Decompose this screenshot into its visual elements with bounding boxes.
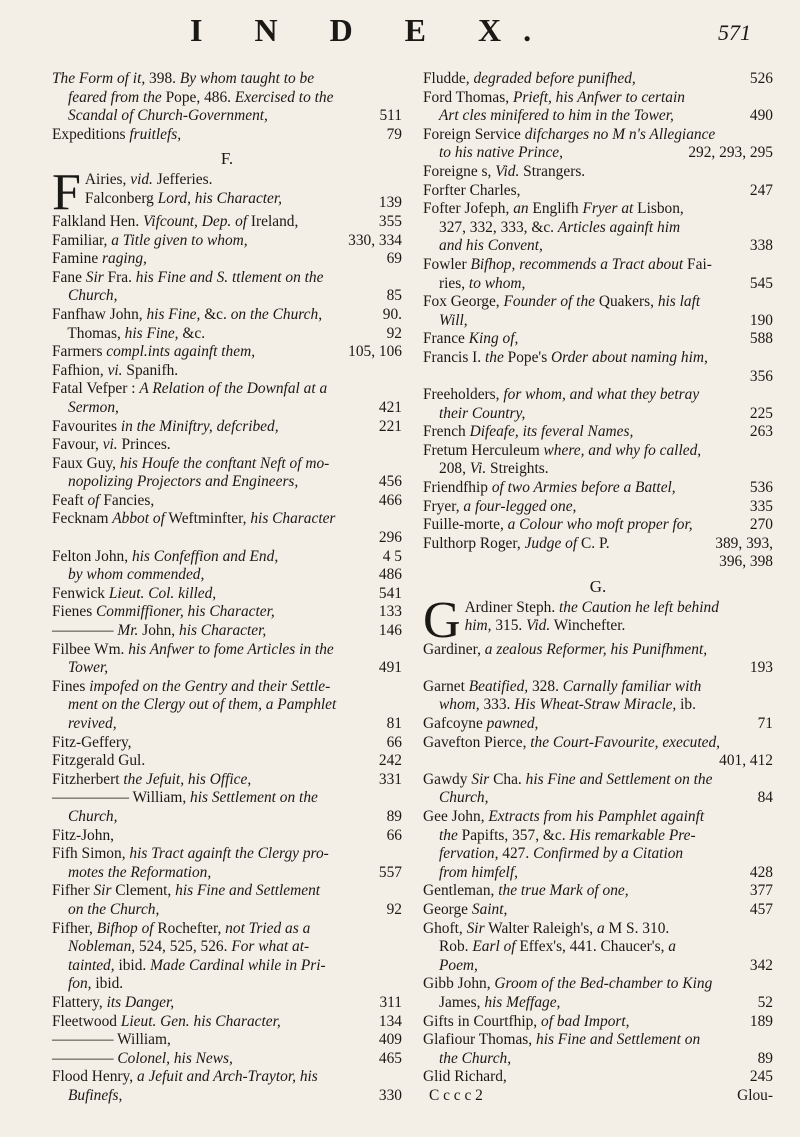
entry-continuation: James, his Meffage, xyxy=(439,993,561,1011)
entry-page-ref: 133 xyxy=(378,603,402,621)
entry-page-ref: 491 xyxy=(378,659,402,677)
entry-continuation: their Country, xyxy=(439,404,526,422)
index-entry xyxy=(423,808,773,882)
entry-heading: Glid Richard, xyxy=(423,1068,507,1086)
entry-continuation: from himfelf, xyxy=(439,863,518,881)
entry-heading: Farmers compl.ints againft them, xyxy=(52,343,256,361)
index-entry xyxy=(52,126,402,145)
entry-heading: Fitz-Geffery, xyxy=(52,733,132,751)
entry-heading: French Difeafe, its feveral Names, xyxy=(423,423,634,441)
entry-page-ref: 545 xyxy=(749,274,773,292)
entry-continuation: nopolizing Projectors and Engineers, xyxy=(68,473,299,491)
right-column xyxy=(423,70,773,1105)
entry-heading: Fatal Vefper : A Relation of the Downfal at a xyxy=(52,380,328,398)
index-entry xyxy=(423,182,773,201)
index-entry xyxy=(52,325,402,344)
running-title: I N D E X. xyxy=(190,12,554,48)
index-entry xyxy=(52,70,402,126)
entry-continuation: Art cles minifered to him in the Tower, xyxy=(439,107,674,125)
index-entry xyxy=(52,752,402,771)
entry-page-ref: 139 xyxy=(378,194,402,212)
entry-page-ref: 189 xyxy=(749,1012,773,1030)
entry-page-ref: 377 xyxy=(749,882,773,900)
index-entry xyxy=(52,734,402,753)
entry-page-ref: 66 xyxy=(386,826,402,844)
entry-heading: Gentleman, the true Mark of one, xyxy=(423,882,629,900)
entry-heading: Fofter Jofeph, an Englifh Fryer at Lisbon, xyxy=(423,200,684,218)
index-entry xyxy=(423,200,773,256)
index-entry xyxy=(52,641,402,678)
entry-page-ref: 335 xyxy=(749,497,773,515)
entry-heading: Flood Henry, a Jefuit and Arch-Traytor, his xyxy=(52,1068,318,1086)
index-entry xyxy=(423,349,773,386)
entry-page-ref: 89 xyxy=(386,807,402,825)
drop-capital: G xyxy=(423,598,461,641)
entry-heading: Fretum Herculeum where, and why fo called, xyxy=(423,441,702,459)
entry-heading: Fanfhaw John, his Fine, &c. on the Church, xyxy=(52,305,323,323)
entry-heading: Flattery, its Danger, xyxy=(52,993,175,1011)
entry-heading: Forfter Charles, xyxy=(423,181,521,199)
entry-heading: Felton John, his Confeffion and End, xyxy=(52,547,279,565)
entry-page-ref: 90. xyxy=(382,305,402,323)
entry-heading: Fuille-morte, a Colour who moft proper for, xyxy=(423,516,693,534)
index-entry xyxy=(52,510,402,547)
entry-heading: Fowler Bifhop, recommends a Tract about Fai- xyxy=(423,255,712,273)
index-entry xyxy=(52,678,402,734)
index-entry xyxy=(52,362,402,381)
index-entry xyxy=(423,715,773,734)
entry-page-ref: 536 xyxy=(749,479,773,497)
entry-heading: France King of, xyxy=(423,330,519,348)
index-entry xyxy=(52,585,402,604)
section-letter: G. xyxy=(589,577,607,597)
index-entry xyxy=(423,386,773,423)
index-entry xyxy=(423,975,773,1012)
entry-continuation: Church, xyxy=(68,807,118,825)
entry-page-ref: 92 xyxy=(386,324,402,342)
entry-page-ref: 421 xyxy=(378,398,402,416)
index-entry xyxy=(52,380,402,417)
index-entry xyxy=(423,423,773,442)
entry-heading: The Form of it, 398. By whom taught to be xyxy=(52,70,315,87)
entry-page-ref: 588 xyxy=(749,330,773,348)
entry-page-ref: 428 xyxy=(749,863,773,881)
entry-page-ref: 245 xyxy=(749,1068,773,1086)
entry-page-ref: 66 xyxy=(386,733,402,751)
entry-continuation: the Church, xyxy=(439,1049,512,1067)
index-entry xyxy=(52,436,402,455)
entry-continuation: ries, to whom, xyxy=(439,274,526,292)
index-entry xyxy=(52,269,402,306)
entry-heading: Gibb John, Groom of the Bed-chamber to King xyxy=(423,975,713,993)
index-entry xyxy=(52,548,402,585)
left-column xyxy=(52,70,402,1105)
index-entry xyxy=(52,1050,402,1069)
entry-continuation xyxy=(423,659,773,678)
entry-page-ref: 466 xyxy=(378,491,402,509)
entry-heading: Fryer, a four-legged one, xyxy=(423,497,577,515)
index-entry xyxy=(423,126,773,163)
entry-continuation: fon, ibid. xyxy=(68,975,124,993)
entry-page-ref: 79 xyxy=(386,125,402,143)
entry-page-ref: 541 xyxy=(378,584,402,602)
entry-page-ref: 490 xyxy=(749,107,773,125)
index-entry xyxy=(52,418,402,437)
entry-heading: Gavefton Pierce, the Court-Favourite, executed, xyxy=(423,733,721,751)
index-entry xyxy=(423,442,773,479)
entry-continuation: Will, xyxy=(439,311,468,329)
entry-page-ref: 247 xyxy=(749,181,773,199)
drop-capital: F xyxy=(52,170,81,213)
entry-heading: Fitzgerald Gul. xyxy=(52,752,146,770)
entry-heading: Thomas, his Fine, &c. xyxy=(52,324,206,342)
entry-page-ref: 134 xyxy=(378,1012,402,1030)
entry-heading: ———— William, xyxy=(52,1031,171,1049)
entry-heading: Filbee Wm. his Anfwer to fome Articles in the xyxy=(52,640,334,658)
entry-heading: Fifher, Bifhop of Rochefter, not Tried as a xyxy=(52,919,311,937)
signature-mark: C c c c 2 xyxy=(429,1086,483,1104)
entry-heading: Fifher Sir Clement, his Fine and Settlement xyxy=(52,882,321,900)
entry-continuation: the Papifts, 357, &c. His remarkable Pre- xyxy=(439,826,696,844)
entry-continuation: Nobleman, 524, 525, 526. For what at- xyxy=(68,938,310,956)
running-header xyxy=(0,12,800,52)
index-entry xyxy=(423,734,773,771)
entry-page-ref: 330, 334 xyxy=(348,231,402,249)
index-entry xyxy=(52,920,402,994)
entry-page-ref: 456 xyxy=(378,473,402,491)
index-entry xyxy=(52,306,402,325)
entry-heading: Garnet Beatified, 328. Carnally familiar with xyxy=(423,677,702,695)
index-entry xyxy=(52,1068,402,1105)
entry-page-ref: 457 xyxy=(749,900,773,918)
entry-continuation: revived, xyxy=(68,715,117,732)
entry-page-ref: 511 xyxy=(379,107,402,125)
entry-continuation: Poem, xyxy=(439,956,478,974)
entry-continuation: Bufinefs, xyxy=(68,1086,123,1104)
entry-heading: ———— Colonel, his News, xyxy=(52,1049,233,1067)
entry-heading: Freeholders, for whom, and what they betray xyxy=(423,386,700,404)
entry-heading: Faux Guy, his Houfe the conftant Neft of mo- xyxy=(52,454,330,472)
entry-heading: Ghoft, Sir Walter Raleigh's, a M S. 310. xyxy=(423,919,670,937)
index-entry xyxy=(423,1068,773,1087)
entry-continuation: on the Church, xyxy=(68,900,160,918)
entry-heading: Fox George, Founder of the Quakers, his laft xyxy=(423,293,701,311)
entry-page-ref: 225 xyxy=(749,404,773,422)
index-entry xyxy=(52,622,402,641)
entry-heading: Favourites in the Miniftry, defcribed, xyxy=(52,417,279,435)
entry-page-ref: 526 xyxy=(749,70,773,87)
entry-heading: Foreigne s, Vid. Strangers. xyxy=(423,162,586,180)
entry-continuation: Church, xyxy=(68,287,118,305)
entry-continuation: Falconberg Lord, his Character, xyxy=(84,189,283,207)
entry-page-ref: 52 xyxy=(757,993,773,1011)
entry-heading: Gafcoyne pawned, xyxy=(423,715,539,732)
index-entry xyxy=(52,250,402,269)
index-entry xyxy=(423,535,773,572)
entry-heading: Fifh Simon, his Tract againft the Clergy pro- xyxy=(52,845,329,863)
index-entry xyxy=(52,213,402,232)
index-entry xyxy=(423,771,773,808)
entry-heading: Fulthorp Roger, Judge of C. P. xyxy=(423,534,610,552)
entry-continuation: Sermon, xyxy=(68,398,119,416)
entry-page-ref: 342 xyxy=(749,956,773,974)
entry-page-ref: 401, 412 xyxy=(719,752,773,770)
entry-page-ref: 221 xyxy=(378,417,402,435)
entry-heading: Expeditions fruitlefs, xyxy=(52,125,182,143)
entry-page-ref: 263 xyxy=(749,423,773,441)
entry-page-ref: 465 xyxy=(378,1049,402,1067)
index-entry xyxy=(423,293,773,330)
entry-continuation: by whom commended, xyxy=(68,566,205,584)
entry-heading: Gawdy Sir Cha. his Fine and Settlement on the xyxy=(423,770,713,788)
section-letter: F. xyxy=(220,149,234,169)
entry-heading: Airies, vid. Jefferies. xyxy=(84,170,213,188)
entry-continuation: Tower, xyxy=(68,659,109,677)
index-entry xyxy=(52,827,402,846)
index-entry xyxy=(52,994,402,1013)
entry-page-ref: 69 xyxy=(386,250,402,268)
index-entry xyxy=(423,1031,773,1068)
entry-continuation: fervation, 427. Confirmed by a Citation xyxy=(439,845,684,863)
index-entry xyxy=(52,232,402,251)
entry-heading: Feaft of Fancies, xyxy=(52,491,155,509)
entry-heading: ———— Mr. John, his Character, xyxy=(52,622,267,640)
index-entry xyxy=(423,89,773,126)
entry-page-ref: 89 xyxy=(757,1049,773,1067)
page-number: 571 xyxy=(718,20,751,45)
entry-heading: Fienes Commiffioner, his Character, xyxy=(52,603,275,621)
entry-continuation: feared from the Pope, 486. Exercised to the xyxy=(68,88,334,106)
index-entry xyxy=(423,256,773,293)
footer-line xyxy=(423,1087,773,1106)
entry-page-ref: 105, 106 xyxy=(348,343,402,361)
entry-continuation: 327, 332, 333, &c. Articles againft him xyxy=(439,218,681,236)
entry-page-ref: 356 xyxy=(749,367,773,385)
entry-heading: Falkland Hen. Vifcount, Dep. of Ireland, xyxy=(52,212,299,230)
entry-heading: Favour, vi. Princes. xyxy=(52,436,171,454)
entry-continuation: Scandal of Church-Government, xyxy=(68,107,268,125)
entry-heading: Gardiner, a zealous Reformer, his Punifhment, xyxy=(423,640,708,658)
entry-heading: Foreign Service difcharges no M n's Allegiance xyxy=(423,125,716,143)
index-entry xyxy=(52,1031,402,1050)
entry-continuation: him, 315. Vid. Winchefter. xyxy=(464,617,626,635)
entry-page-ref: 242 xyxy=(378,752,402,770)
entry-heading: Fane Sir Fra. his Fine and S. ttlement on the xyxy=(52,268,324,286)
index-entry xyxy=(52,771,402,790)
entry-continuation: whom, 333. His Wheat-Straw Miracle, ib. xyxy=(439,696,696,714)
entry-page-ref: 331 xyxy=(378,770,402,788)
index-entry xyxy=(423,163,773,182)
entry-heading: Fecknam Abbot of Weftminfter, his Character xyxy=(52,510,336,528)
index-entry xyxy=(423,479,773,498)
entry-heading: Fines impofed on the Gentry and their Settle- xyxy=(52,677,331,695)
entry-page-ref: 190 xyxy=(749,311,773,329)
entry-continuation: Rob. Earl of Effex's, 441. Chaucer's, a xyxy=(439,938,676,956)
entry-heading: George Saint, xyxy=(423,900,508,918)
entry-page-ref: 4 5 486 xyxy=(378,547,402,584)
index-entry xyxy=(423,498,773,517)
entry-heading: Fenwick Lieut. Col. killed, xyxy=(52,584,217,602)
index-entry xyxy=(423,678,773,715)
entry-heading: Fafhion, vi. Spanifh. xyxy=(52,361,179,379)
index-entry xyxy=(423,641,773,678)
entry-continuation: motes the Reformation, xyxy=(68,863,212,881)
entry-continuation: Church, xyxy=(439,789,489,807)
entry-page-ref: 409 xyxy=(378,1031,402,1049)
index-entry xyxy=(52,492,402,511)
entry-page-ref: 292, 293, 295 xyxy=(688,144,773,162)
index-entry xyxy=(52,343,402,362)
index-entry xyxy=(423,901,773,920)
index-entry xyxy=(52,845,402,882)
entry-heading: Gifts in Courtfhip, of bad Import, xyxy=(423,1012,630,1030)
entry-heading: Fludde, degraded before punifhed, xyxy=(423,70,636,87)
index-entry xyxy=(423,599,773,641)
index-entry xyxy=(52,603,402,622)
catchword: Glou- xyxy=(737,1086,773,1104)
entry-continuation: and his Convent, xyxy=(439,237,543,255)
entry-heading: Famine raging, xyxy=(52,250,147,268)
entry-heading: Ardiner Steph. the Caution he left behind xyxy=(464,598,719,616)
index-entry xyxy=(52,1013,402,1032)
index-entry xyxy=(52,171,402,213)
entry-heading: Familiar, a Title given to whom, xyxy=(52,231,248,249)
entry-page-ref: 355 xyxy=(378,212,402,230)
entry-page-ref: 146 xyxy=(378,622,402,640)
entry-page-ref: 557 xyxy=(378,863,402,881)
entry-heading: Fleetwood Lieut. Gen. his Character, xyxy=(52,1012,281,1030)
index-entry xyxy=(423,882,773,901)
entry-page-ref: 84 xyxy=(757,789,773,807)
entry-continuation: 208, Vi. Streights. xyxy=(439,460,549,478)
entry-page-ref: 193 xyxy=(749,659,773,677)
entry-page-ref: 81 xyxy=(386,715,402,732)
entry-continuation xyxy=(423,368,773,387)
index-entry xyxy=(423,1013,773,1032)
index-entry xyxy=(52,882,402,919)
entry-page-ref: 296 xyxy=(378,529,402,547)
entry-page-ref: 330 xyxy=(378,1086,402,1104)
entry-heading: Glafiour Thomas, his Fine and Settlement on xyxy=(423,1031,701,1049)
entry-page-ref: 338 xyxy=(749,237,773,255)
index-entry xyxy=(423,330,773,349)
entry-heading: Francis I. the Pope's Order about naming him, xyxy=(423,348,708,366)
index-entry xyxy=(52,455,402,492)
entry-continuation: ment on the Clergy out of them, a Pamphlet xyxy=(68,696,337,714)
entry-continuation xyxy=(52,529,402,548)
entry-heading: Fitz-John, xyxy=(52,826,114,844)
entry-continuation: to his native Prince, xyxy=(439,144,563,162)
entry-continuation: tainted, ibid. Made Cardinal while in Pri- xyxy=(68,956,326,974)
entry-heading: Fitzherbert the Jefuit, his Office, xyxy=(52,770,252,788)
entry-page-ref: 85 xyxy=(386,287,402,305)
index-entry xyxy=(423,516,773,535)
entry-page-ref: 270 xyxy=(749,516,773,534)
entry-heading: Gee John, Extracts from his Pamphlet againft xyxy=(423,807,705,825)
index-entry xyxy=(423,920,773,976)
entry-heading: Ford Thomas, Prieft, his Anfwer to certain xyxy=(423,88,685,106)
entry-page-ref: 311 xyxy=(379,993,402,1011)
entry-page-ref: 389, 393, 396, 398 xyxy=(715,534,773,571)
entry-page-ref: 71 xyxy=(757,715,773,732)
entry-heading: ————— William, his Settlement on the xyxy=(52,789,318,807)
entry-heading: Friendfhip of two Armies before a Battel, xyxy=(423,479,676,497)
index-entry xyxy=(423,70,773,89)
index-entry xyxy=(52,789,402,826)
entry-page-ref: 92 xyxy=(386,900,402,918)
